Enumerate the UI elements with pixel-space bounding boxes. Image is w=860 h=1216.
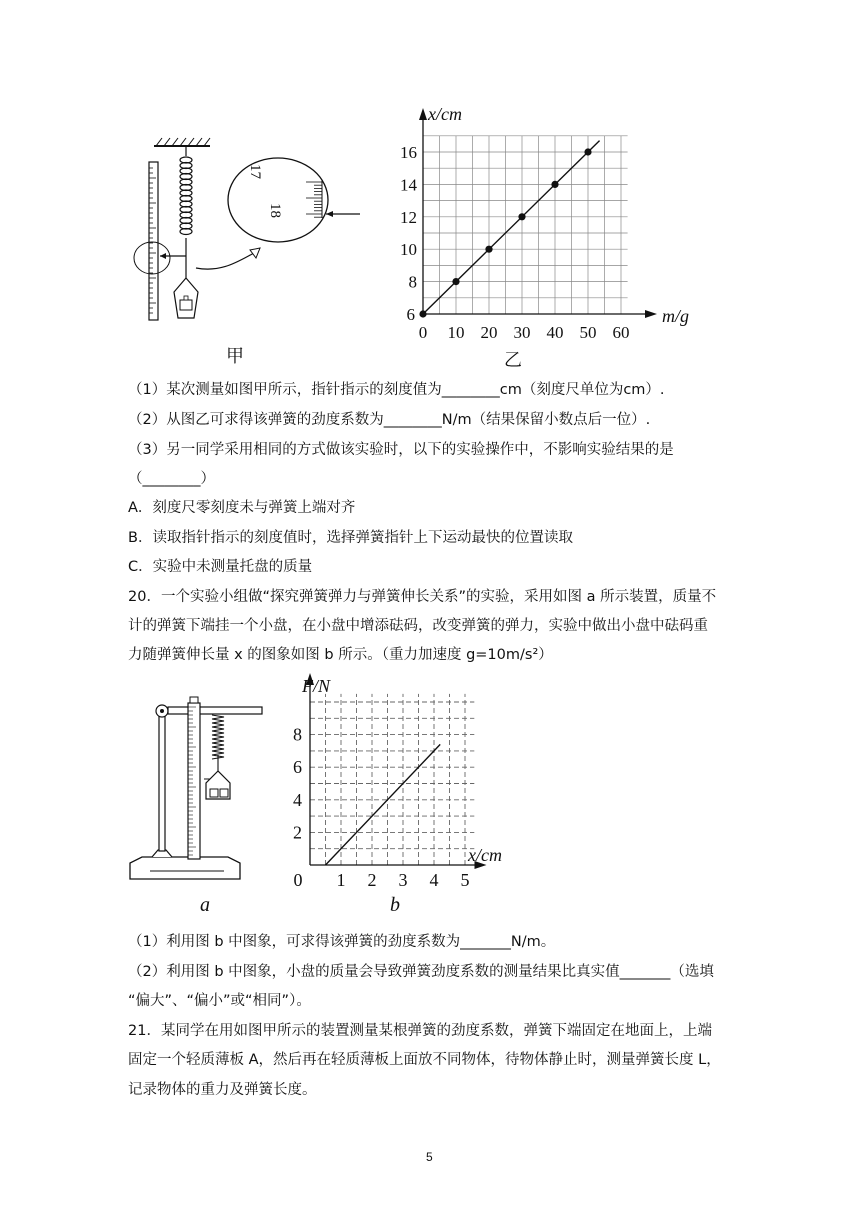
data-point	[584, 148, 591, 155]
chart-b-ylabel: F/N	[302, 676, 331, 696]
x-tick-label: 50	[579, 323, 597, 342]
chart-yi-caption: 乙	[504, 350, 522, 370]
chart-b	[280, 675, 500, 895]
y-tick-label: 14	[400, 175, 417, 195]
q19-option-c: C．实验中未测量托盘的质量	[128, 559, 313, 575]
x-tick-label: 2	[367, 870, 377, 890]
q20-part1: （1）利用图 b 中图象，可求得该弹簧的劲度系数为_______N/m。	[128, 934, 556, 950]
x-tick-label: 0	[293, 870, 303, 890]
x-tick-label: 10	[447, 323, 465, 342]
x-tick-label: 40	[546, 323, 564, 342]
x-tick-label: 5	[460, 870, 470, 890]
chart-yi-ylabel: x/cm	[428, 104, 462, 124]
figure-jia-apparatus	[128, 128, 308, 328]
y-tick-label: 8	[408, 272, 417, 292]
data-point	[518, 213, 525, 220]
y-tick-label: 16	[400, 143, 417, 162]
series-line	[326, 744, 441, 865]
data-point	[551, 181, 558, 188]
q19-part3-line1: （3）另一同学采用相同的方式做该实验时，以下的实验操作中，不影响实验结果的是	[128, 442, 674, 458]
chart-b-xlabel: x/cm	[468, 845, 502, 865]
q20-part2-line2: “偏大”、“偏小”或“相同”）。	[128, 993, 311, 1009]
x-tick-label: 60	[612, 323, 630, 342]
figure-jia-caption: 甲	[226, 346, 244, 366]
data-point	[419, 310, 426, 317]
data-point	[485, 246, 492, 253]
chart-yi-xlabel: m/g	[662, 306, 689, 326]
x-axis-arrow	[645, 310, 657, 318]
q21-stem-line1: 21．某同学在用如图甲所示的装置测量某根弹簧的劲度系数，弹簧下端固定在地面上，上端	[128, 1023, 712, 1039]
q21-stem-line3: 记录物体的重力及弹簧长度。	[128, 1082, 317, 1098]
y-tick-label: 4	[293, 789, 302, 810]
q19-part1: （1）某次测量如图甲所示，指针指示的刻度值为________cm（刻度尺单位为cm）.	[128, 382, 665, 398]
x-tick-label: 3	[398, 870, 408, 890]
y-tick-label: 10	[400, 240, 417, 260]
series-line	[423, 141, 600, 314]
x-tick-label: 1	[336, 870, 346, 890]
figure-a-caption: a	[200, 894, 210, 916]
x-tick-label: 20	[480, 323, 498, 342]
q20-part2-line1: （2）利用图 b 中图象，小盘的质量会导致弹簧劲度系数的测量结果比真实值_______（选填	[128, 964, 714, 980]
data-point	[452, 278, 459, 285]
q19-part3-line2: （________）	[128, 471, 215, 487]
chart-b-caption: b	[390, 894, 400, 916]
page-number: 5	[426, 1150, 433, 1164]
y-tick-label: 2	[293, 822, 302, 843]
q20-stem-line2: 计的弹簧下端挂一个小盘，在小盘中增添砝码，改变弹簧的弹力，实验中做出小盘中砝码重	[128, 618, 708, 634]
x-tick-label: 30	[513, 323, 531, 342]
y-tick-label: 12	[400, 207, 417, 227]
y-tick-label: 6	[293, 757, 302, 778]
chart-yi	[395, 100, 705, 360]
x-tick-label: 0	[418, 323, 428, 342]
q21-stem-line2: 固定一个轻质薄板 A，然后再在轻质薄板上面放不同物体，待物体静止时，测量弹簧长度 L，	[128, 1052, 721, 1068]
scale-label-17: 17	[247, 164, 263, 179]
scale-label-18: 18	[267, 203, 283, 218]
q19-option-b: B．读取指针指示的刻度值时，选择弹簧指针上下运动最快的位置读取	[128, 530, 573, 546]
y-axis-arrow	[419, 108, 427, 120]
q19-part2: （2）从图乙可求得该弹簧的劲度系数为________N/m（结果保留小数点后一位）.	[128, 412, 651, 428]
x-tick-label: 4	[429, 870, 439, 890]
q20-stem-line1: 20．一个实验小组做“探究弹簧弹力与弹簧伸长关系”的实验，采用如图 a 所示装置，质量不	[128, 589, 717, 605]
q20-stem-line3: 力随弹簧伸长量 x 的图象如图 b 所示。（重力加速度 g=10m/s²）	[128, 647, 553, 663]
y-tick-label: 8	[293, 724, 302, 745]
figure-a-apparatus	[128, 685, 268, 885]
q19-option-a: A．刻度尺零刻度未与弹簧上端对齐	[128, 500, 356, 516]
y-tick-label: 6	[406, 305, 415, 324]
